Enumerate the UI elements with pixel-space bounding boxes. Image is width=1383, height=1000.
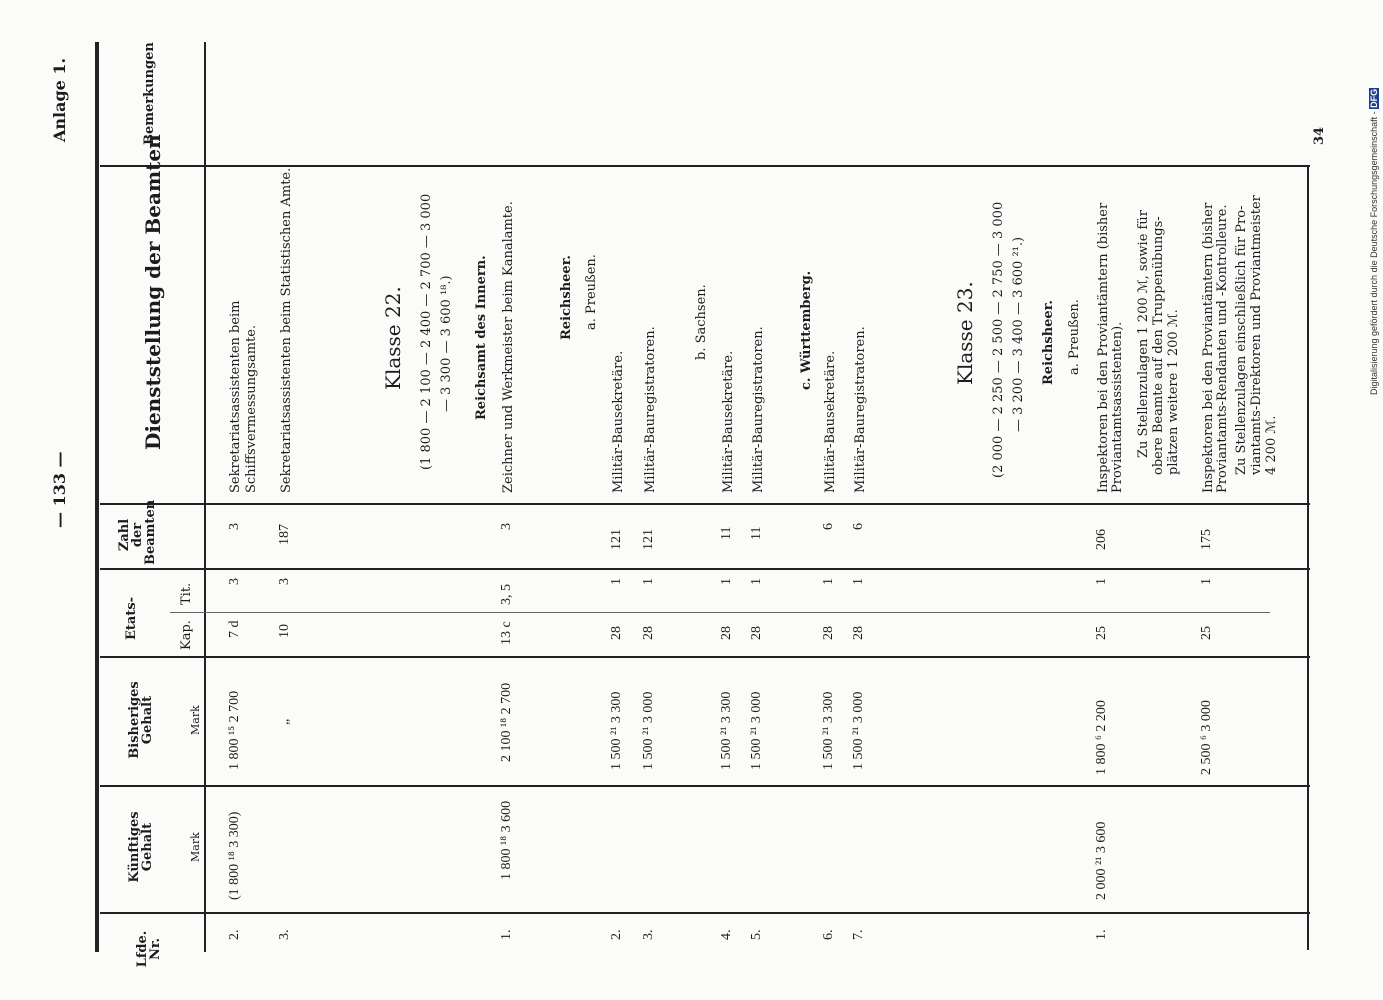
header-lfde: Lfde. Nr. [135, 930, 163, 968]
row-1-zahl: 3 [227, 523, 242, 530]
zulage2-line2: viantamts-Direktoren und Proviantmeister [1249, 195, 1264, 475]
row-3-zahl: 3 [499, 523, 514, 530]
zulage2-line3: 4 200 ℳ. [1264, 415, 1279, 475]
row-3-nr: 1. [499, 929, 514, 940]
header-kuenftiges-text: Künftiges Gehalt [127, 811, 155, 883]
row-7-nr: 5. [749, 929, 764, 940]
row-9-bisher: 1 500 ²¹ 3 000 [851, 691, 866, 770]
row-6-bisher: 1 500 ²¹ 3 300 [719, 691, 734, 770]
row-9-dienst: Militär-Bauregistratoren. [853, 326, 868, 493]
header-kuenftiges-unit: Mark [189, 832, 202, 862]
row-10-tit: 1 [1094, 578, 1109, 585]
row-3-tit: 3, 5 [499, 584, 514, 605]
row-6-kap: 28 [719, 626, 734, 640]
row-7-zahl: 11 [749, 526, 764, 540]
klasse23-range-line2: — 3 200 — 3 400 — 3 600 ²¹.) [1011, 236, 1026, 432]
col-rule-bemerkungen [100, 165, 1310, 167]
header-bisheriges [128, 665, 154, 775]
row-2-nr: 3. [277, 929, 292, 940]
row-10-bisher: 1 800 ⁶ 2 200 [1094, 700, 1109, 775]
col-rule-lfde [100, 912, 1310, 914]
row-9-tit: 1 [851, 578, 866, 585]
anlage-label: Anlage 1. [50, 57, 69, 142]
col-rule-kuenftig [100, 785, 1310, 787]
row-9-nr: 7. [851, 929, 866, 940]
zulage2-line1: Zu Stellenzulagen einschließlich für Pro- [1234, 205, 1249, 475]
row-6-tit: 1 [719, 578, 734, 585]
row-2-zahl: 187 [277, 524, 292, 545]
header-bisheriges-text: Bisheriges Gehalt [127, 681, 155, 759]
reichsheer-heading: Reichsheer. [559, 255, 574, 340]
row-1-kap: 7 d [227, 620, 242, 638]
row-4-bisher: 1 500 ²¹ 3 300 [609, 691, 624, 770]
col-rule-dienst [100, 503, 1310, 505]
klasse23-range-line1: (2 000 — 2 250 — 2 500 — 2 750 — 3 000 [991, 201, 1006, 478]
preussen2-heading: a. Preußen. [1067, 299, 1082, 375]
row-10-nr: 1. [1094, 929, 1109, 940]
table-bottom-rule [1307, 165, 1309, 950]
row-3-bisher: 2 100 ¹⁸ 2 700 [499, 682, 514, 762]
row-6-zahl: 11 [719, 526, 734, 540]
dfg-logo: DFG [1369, 88, 1379, 108]
row-1-bisher: 1 800 ¹⁵ 2 700 [227, 690, 242, 770]
header-zahl-text: Zahl der Beamten [117, 499, 158, 565]
row-8-tit: 1 [821, 578, 836, 585]
row-4-tit: 1 [609, 578, 624, 585]
row-11-dienst-text: Inspektoren bei den Proviantämtern (bisher Proviantamts-Rendanten und -Kontrolleure. [1201, 202, 1230, 493]
row-7-dienst: Militär-Bauregistratoren. [751, 326, 766, 493]
header-dienst: Dienststellung der Beamten [141, 134, 165, 450]
row-7-bisher: 1 500 ²¹ 3 000 [749, 691, 764, 770]
col-rule-zahl [100, 568, 1310, 570]
klasse23-heading: Klasse 23. [953, 281, 977, 385]
row-5-tit: 1 [641, 578, 656, 585]
row-3-kuenftig: 1 800 ¹⁸ 3 600 [499, 800, 514, 880]
row-7-tit: 1 [749, 578, 764, 585]
zulage1-line3: plätzen weitere 1 200 ℳ. [1166, 309, 1181, 475]
row-6-nr: 4. [719, 929, 734, 940]
row-3-dienst: Zeichner und Werkmeister beim Kanalamte. [501, 201, 516, 493]
preussen-heading: a. Preußen. [584, 254, 599, 330]
row-4-nr: 2. [609, 929, 624, 940]
header-kuenftiges [128, 792, 154, 902]
table-top-rule [95, 42, 99, 952]
page-number: — 133 — [50, 451, 69, 528]
header-bemerkungen: Bemerkungen [142, 42, 157, 145]
row-2-tit: 3 [277, 578, 292, 585]
row-11-kap: 25 [1199, 626, 1214, 640]
row-4-dienst: Militär-Bausekretäre. [611, 350, 626, 493]
row-1-kuenftig: (1 800 ¹⁸ 3 300) [227, 811, 242, 900]
row-2-bisher: „ [277, 718, 292, 725]
zulage1-line1: Zu Stellenzulagen 1 200 ℳ, sowie für [1136, 210, 1151, 458]
row-5-dienst: Militär-Bauregistratoren. [643, 326, 658, 493]
reichsheer2-heading: Reichsheer. [1041, 300, 1056, 385]
row-11-tit: 1 [1199, 578, 1214, 585]
klasse22-range-line1: (1 800 — 2 100 — 2 400 — 2 700 — 3 000 [419, 193, 434, 470]
row-1-nr: 2. [227, 929, 242, 940]
credit-text: Digitalisierung gefördert durch die Deutsche Forschungsgemeinschaft - [1369, 111, 1379, 395]
row-9-zahl: 6 [851, 523, 866, 530]
row-4-kap: 28 [609, 626, 624, 640]
row-5-bisher: 1 500 ²¹ 3 000 [641, 691, 656, 770]
row-7-kap: 28 [749, 626, 764, 640]
row-10-kap: 25 [1094, 626, 1109, 640]
col-rule-etats [170, 612, 1270, 613]
zulage1-line2: obere Beamte auf den Truppenübungs- [1151, 216, 1166, 475]
row-8-bisher: 1 500 ²¹ 3 300 [821, 691, 836, 770]
row-6-dienst: Militär-Bausekretäre. [721, 350, 736, 493]
header-tit: Tit. [179, 582, 194, 605]
sachsen-heading: b. Sachsen. [694, 284, 709, 360]
row-10-dienst-text: Inspektoren bei den Proviantämtern (bisher Proviantamtsassistenten). [1096, 202, 1125, 493]
klasse22-range-line2: — 3 300 — 3 600 ¹⁸.) [439, 275, 454, 412]
header-etats: Etats- [124, 596, 139, 640]
header-bisheriges-unit: Mark [189, 705, 202, 735]
row-5-kap: 28 [641, 626, 656, 640]
row-2-kap: 10 [277, 624, 292, 638]
klasse22-heading: Klasse 22. [381, 286, 405, 390]
header-zahl [117, 499, 158, 565]
row-8-dienst: Militär-Bausekretäre. [823, 350, 838, 493]
row-11-zahl: 175 [1199, 529, 1214, 550]
side-number: 34 [1312, 126, 1327, 145]
row-11-bisher: 2 500 ⁶ 3 000 [1199, 700, 1214, 775]
row-8-kap: 28 [821, 626, 836, 640]
reichsamt-heading: Reichsamt des Innern. [474, 255, 489, 420]
row-1-dienst [228, 183, 260, 493]
col-rule-bisher [100, 656, 1310, 658]
credit-line [1369, 88, 1379, 395]
row-2-dienst: Sekretariatsassistenten beim Statistischen Amte. [279, 167, 294, 493]
row-9-kap: 28 [851, 626, 866, 640]
row-11-dienst [1202, 173, 1230, 493]
row-8-zahl: 6 [821, 523, 836, 530]
row-5-nr: 3. [641, 929, 656, 940]
row-5-zahl: 121 [641, 529, 656, 550]
row-10-kuenftig: 2 000 ²¹ 3 600 [1094, 821, 1109, 900]
row-1-dienst-text: Sekretariatsassistenten beim Schiffsvermessungsamte. [228, 300, 259, 493]
row-10-dienst [1097, 173, 1125, 493]
wuerttemberg-heading: c. Württemberg. [799, 270, 814, 390]
row-1-tit: 3 [227, 578, 242, 585]
row-4-zahl: 121 [609, 529, 624, 550]
row-10-zahl: 206 [1094, 529, 1109, 550]
row-8-nr: 6. [821, 929, 836, 940]
row-3-kap: 13 c [499, 621, 514, 645]
header-rule [204, 42, 206, 952]
header-kap: Kap. [179, 620, 194, 650]
